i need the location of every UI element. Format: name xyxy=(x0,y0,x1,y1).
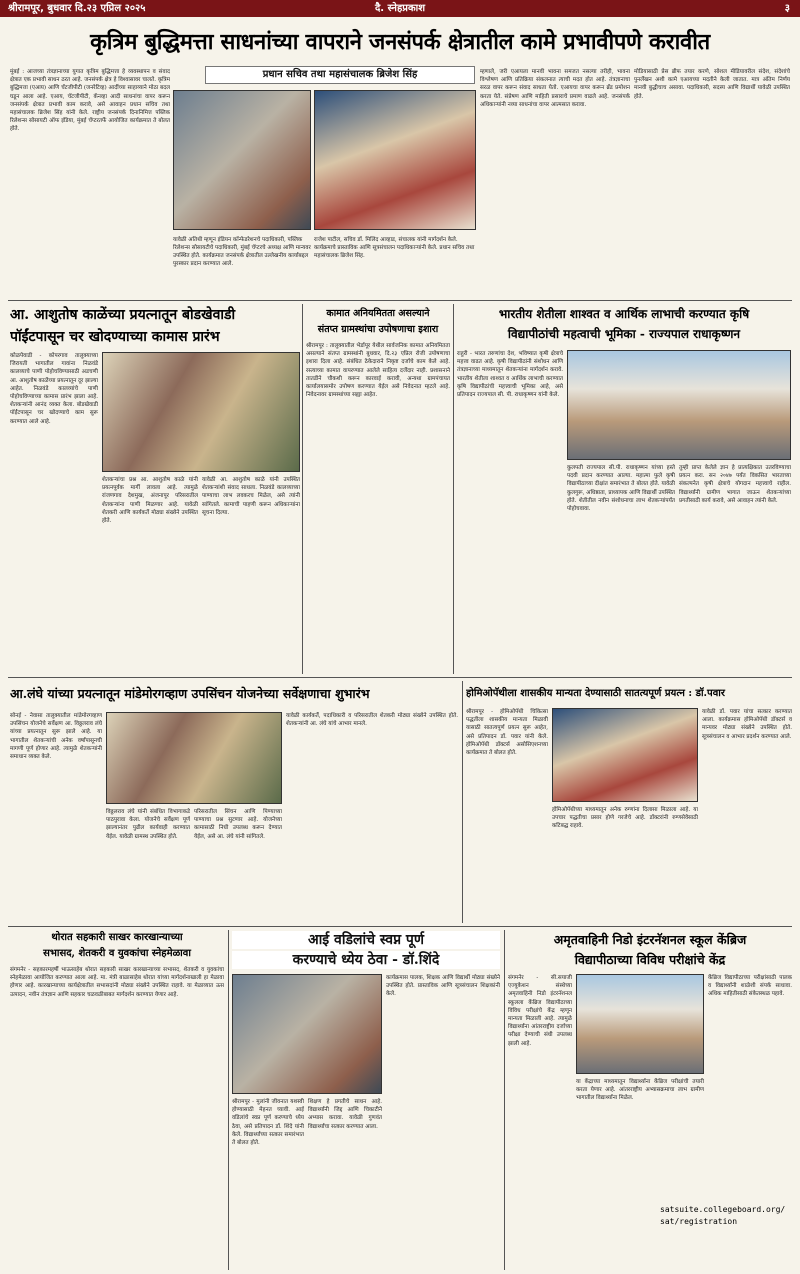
divider xyxy=(8,677,792,678)
divider xyxy=(453,304,454,674)
masthead-date: श्रीरामपूर, बुधवार दि.२३ एप्रिल २०२५ xyxy=(8,3,146,14)
nido-column-2: या केंद्राच्या माध्यमातून विद्यार्थ्यांना केंब्रिज परीक्षांची तयारी करता येणार आहे. आंतरराष्ट्रीय अभ्यासक्रमाचा लाभ ग्रामीण भागातील विद्यार्थ्यांना मिळेल. xyxy=(576,1079,704,1102)
ai-photo-1 xyxy=(173,90,311,230)
krishi-photo xyxy=(567,350,791,460)
homeo-photo xyxy=(552,708,698,802)
divider xyxy=(504,930,505,1270)
kale-column-1: कोळपेवाडी - कोपरगाव तालुक्याच्या जिरायती भागातील गावांना निळवंडे कालव्याचे पाणी पोहोचविण्यासाठी अडचणी आ. आशुतोष काळेंच्या प्रयत्नातून दूर झाल्या आहेत. निळवंडे कालव्यांचे पाणी पोहोचविण्याच्या कामास प्रारंभ झाला आहे. शेतकऱ्यांनी आनंद व्यक्त केला. बोडखेवाडी पॉईंटपासून चर खोदण्याचे काम सुरू करण्यात आले आहे. xyxy=(10,353,98,425)
masthead-title: दै. स्नेहप्रकाश xyxy=(374,3,426,14)
krishi-column-2: कुलपती राज्यपाल सी.पी. राधाकृष्णन यांच्या हस्ते पदवी प्रदान करण्यात आल्या. महात्मा फुले कृषी विद्यापीठाच्या दीक्षांत समारंभात ते बोलत होते. यावेळी कुलगुरू, अधिष्ठाता, प्राध्यापक आणि विद्यार्थी उपस्थित होते. शेतीतील नवीन संशोधनाचा लाभ शेतकऱ्यांपर्यंत पोहोचवावा. xyxy=(567,465,675,513)
kamat-headline-line-1: कामात अनियमितता असल्याने xyxy=(326,308,430,319)
mandve-headline: आ.लंघे यांच्या प्रयत्नातून मांडेमोरगव्हाण उपसिंचन योजनेच्या सर्वेक्षणाचा शुभारंभ xyxy=(10,686,370,701)
divider xyxy=(8,926,792,927)
divider xyxy=(462,681,463,923)
kamat-headline-line-2: संतप्त ग्रामस्थांचा उपोषणाचा इशारा xyxy=(317,324,439,335)
masthead-bar xyxy=(0,0,800,17)
mandve-column-2: विठ्ठलराव लंघे यांनी संबंधित विभागाकडे पाठपुरावा केला. योजनेचे सर्वेक्षण पूर्ण झाल्यानंतर पुढील कार्यवाही करण्यात येईल. यावेळी ग्रामस्थ उपस्थित होते. xyxy=(106,809,190,840)
mandve-column-3: परिसरातील सिंचन आणि पिण्याच्या पाण्याचा प्रश्न सुटणार आहे. योजनेच्या कामासाठी निधी उपलब्ध करून देण्यात येईल, असे आ. लंघे यांनी सांगितले. xyxy=(194,809,282,840)
krishi-headline-line-1: भारतीय शेतीला शाश्वत व आर्थिक लाभाची करण्यात कृषि xyxy=(498,307,750,321)
thorat-column: संगमनेर - सहकारमहर्षी भाऊसाहेब थोरात सहकारी साखर कारखान्याच्या सभासद, शेतकरी व युवकांचा स्नेहमेळावा आयोजित करण्यात आला आहे. मा. मंत्री बाळासाहेब थोरात यांच्या मार्गदर्शनाखाली हा मेळावा होणार आहे. कारखान्याच्या कार्यक्षेत्रातील सभासदांनी मोठ्या संख्येने उपस्थित राहावे. या मेळाव्यात ऊस उत्पादन, नवीन तंत्रज्ञान आणि सहकार चळवळीबाबत मार्गदर्शन करण्यात येणार आहे. xyxy=(10,967,224,998)
thorat-headline-line-2: सभासद, शेतकरी व युवकांचा स्नेहमेळावा xyxy=(43,948,191,959)
kale-headline-line-1: आ. आशुतोष काळेंच्या प्रयत्नातून बोडखेवाडी xyxy=(10,307,236,323)
nido-headline-line-1: अमृतवाहिनी निडो इंटरनॅशनल स्कूल केंब्रिज xyxy=(553,932,747,947)
nido-headline-line-2: विद्यापीठाच्या विविध परीक्षांचे केंद्र xyxy=(574,952,726,967)
ai-caption-2: राजेश पाटील, सचिव डॉ. मिलिंद आव्हाड, संचालक यांनी मार्गदर्शन केले. कार्यक्रमाचे प्रास्ताविक आणि सूत्रसंचालन पदाधिकाऱ्यांनी केले. प्रधान सचिव तथा महासंचालक ब्रिजेश सिंह. xyxy=(314,237,475,259)
ai-photo-2 xyxy=(314,90,476,230)
kale-headline-line-2: पॉईंटपासून चर खोदण्याच्या कामास प्रारंभ xyxy=(10,329,220,345)
thorat-headline-line-1: थोरात सहकारी साखर कारखान्याच्या xyxy=(51,932,183,943)
divider xyxy=(8,300,792,301)
divider xyxy=(302,304,303,674)
divider xyxy=(228,930,229,1270)
ai-column-3: मोडियासाठी प्रेस ब्रीफ तयार करणे, सोशल मीडियावरील संदेश, संदेशांचे पुनर्लेखन अशी कामे एआयच्या मदतीने केली जातात. मात्र अंतिम निर्णय मानवी बुद्धीचाच असावा. पदाधिकारी, सदस्य आणि विद्यार्थी यावेळी उपस्थित होते. xyxy=(634,69,790,100)
nido-url-line-1: satsuite.collegeboard.org/ xyxy=(660,1205,786,1214)
kale-column-3: यावेळी आ. आशुतोष काळे यांनी उपस्थित शेतकऱ्यांशी संवाद साधला. निळवंडे कालव्याच्या पाण्याचा लाभ लवकरच मिळेल, असे त्यांनी सांगितले. कामाची पाहणी करून अधिकाऱ्यांना सूचना दिल्या. xyxy=(202,477,300,516)
mandve-photo xyxy=(106,712,282,804)
homeo-headline: होमिओपॅथीला शासकीय मान्यता देण्यासाठी सातत्यपूर्ण प्रयत्न : डॉ.पवार xyxy=(466,688,725,699)
homeo-column-3: यावेळी डॉ. पवार यांचा सत्कार करण्यात आला. कार्यक्रमास होमिओपॅथी डॉक्टर्स व मान्यवर मोठ्या संख्येने उपस्थित होते. सूत्रसंचालन व आभार प्रदर्शन करण्यात आले. xyxy=(702,709,792,740)
shinde-headline-line-1: आई वडिलांचे स्वप्न पूर्ण xyxy=(232,931,500,949)
page-number: ३ xyxy=(784,3,790,14)
shinde-photo xyxy=(232,974,382,1094)
kale-photo xyxy=(102,352,300,472)
ai-column-1: मुंबई : आजच्या तंत्रज्ञानाच्या युगात कृत्रिम बुद्धिमत्ता हे व्यवस्थापन व संवाद क्षेत्रात एक प्रभावी साधन ठरत आहे. जनसंपर्क क्षेत्र हे विश्वासावर चालते. कृत्रिम बुद्धिमत्ता (एआय) आणि चॅटजीपीटी (जनरेटिव्ह) आदींच्या साहाय्याने मोठा बदल घडून आला आहे. एआय, चॅटजीपीटी, कॅनव्हा आदी साधनांचा वापर करून जनसंपर्क क्षेत्रात प्रभावी काम करावे, असे आवाहन प्रधान सचिव तथा महासंचालक ब्रिजेश सिंह यांनी केले. राष्ट्रीय जनसंपर्क दिनानिमित्त पब्लिक रिलेशन्स सोसायटी ऑफ इंडिया, मुंबई चॅप्टरतर्फे आयोजित कार्यक्रमात ते बोलत होते. xyxy=(10,69,170,133)
nido-photo xyxy=(576,974,704,1074)
ai-column-2: म्हणाले, जरी एआयला मानवी भावना समजत नसल्या तरीही, भावना विश्लेषण आणि प्रतिक्रिया संकलनात त्याची मदत होत आहे. तंत्रज्ञानाचा सरळ वापर करून संवाद साधता येतो. एआयचा वापर करून ब्रॅंड प्रमोशन करता येते. संप्रेषण आणि माहिती प्रसाराचे प्रमाण वाढले आहे. जनसंपर्क अधिकाऱ्यांनी नव्या साधनांचा वापर आत्मसात करावा. xyxy=(480,69,630,108)
ai-headline: कृत्रिम बुद्धिमत्ता साधनांच्या वापराने जनसंपर्क क्षेत्रातील कामे प्रभावीपणे करावीत xyxy=(90,29,710,55)
ai-caption-1: यावेळी अतिथी म्हणून इंडियन कॉन्फेडरेशनचे पदाधिकारी, पब्लिक रिलेशन्स सोसायटीचे पदाधिकारी, मुंबई चॅप्टरचे अध्यक्ष आणि मान्यवर उपस्थित होते. कार्यक्रमात जनसंपर्क क्षेत्रातील उल्लेखनीय कार्याबद्दल पुरस्कार प्रदान करण्यात आले. xyxy=(173,237,311,267)
shinde-column-2: शिक्षण हे प्रगतीचे साधन आहे. विद्यार्थ्यांनी जिद्द आणि चिकाटीने अभ्यास करावा. यावेळी गुणवंत विद्यार्थ्यांचा सत्कार करण्यात आला. xyxy=(308,1099,382,1130)
krishi-column-1: राहुरी - भारत तरुणांचा देश, भविष्यात कृषी क्षेत्राचे महत्त्व वाढत आहे. कृषी विद्यापीठांनी संशोधन आणि तंत्रज्ञानाच्या माध्यमातून शेतकऱ्यांना मार्गदर्शन करावे. भारतीय शेतीला शाश्वत व आर्थिक लाभाची करण्यात कृषि विद्यापीठांची महत्त्वाची भूमिका आहे, असे प्रतिपादन राज्यपाल सी. पी. राधाकृष्णन यांनी केले. xyxy=(457,351,563,399)
mandve-column-1: सोनई - नेवासा तालुक्यातील मांडेमोरगव्हाण उपसिंचन योजनेचे सर्वेक्षण आ. विठ्ठलराव लंघे यांच्या प्रयत्नातून सुरू झाले आहे. या भागातील शेतकऱ्यांची अनेक वर्षांपासूनची मागणी पूर्ण होणार आहे. त्यामुळे शेतकऱ्यांनी समाधान व्यक्त केले. xyxy=(10,713,102,761)
mandve-column-4: यावेळी कार्यकर्ते, पदाधिकारी व परिसरातील शेतकरी मोठ्या संख्येने उपस्थित होते. शेतकऱ्यांनी आ. लंघे यांचे आभार मानले. xyxy=(286,713,458,728)
nido-url-line-2: sat/registration xyxy=(660,1217,738,1226)
homeo-column-2: होमिओपॅथीच्या माध्यमातून अनेक रुग्णांना दिलासा मिळाला आहे. या उपचार पद्धतीचा प्रसार होणे गरजेचे आहे. डॉक्टरांनी रुग्णसेवेसाठी कटिबद्ध राहावे. xyxy=(552,807,698,830)
nido-column-3: केंब्रिज विद्यापीठाच्या परीक्षांसाठी पालक व विद्यार्थ्यांनी शाळेशी संपर्क साधावा. अधिक माहितीसाठी संकेतस्थळ पहावे. xyxy=(708,975,792,998)
homeo-column-1: श्रीरामपूर - होमिओपॅथी चिकित्सा पद्धतीला शासकीय मान्यता मिळावी यासाठी सातत्यपूर्ण प्रयत्न सुरू आहेत, असे प्रतिपादन डॉ. पवार यांनी केले. होमिओपॅथी डॉक्टर्स असोसिएशनच्या कार्यक्रमात ते बोलत होते. xyxy=(466,709,548,757)
shinde-headline-line-2: करण्याचे ध्येय ठेवा - डॉ.शिंदे xyxy=(232,951,500,969)
krishi-headline-line-2: विद्यापीठांची महत्वाची भूमिका - राज्यपाल राधाकृष्णन xyxy=(507,327,741,341)
kale-column-2: शेतकऱ्यांचा प्रश्न आ. आशुतोष काळे यांनी प्रयत्नपूर्वक मार्गी लावला आहे. त्यामुळे रांजणगाव देशमुख, अंजनापूर परिसरातील शेतकऱ्यांना पाणी मिळणार आहे. यावेळी शेतकरी आणि कार्यकर्ते मोठ्या संख्येने उपस्थित होते. xyxy=(102,477,198,525)
krishi-column-3: तुम्ही प्राप्त केलेले ज्ञान हे प्रात्यक्षिकात उतरविण्याचा प्रयत्न करा. सन २०४७ पर्यंत विकसित भारताच्या संकल्पनेत कृषी क्षेत्राचे योगदान महत्त्वाचे राहील. विद्यार्थ्यांनी ग्रामीण भागात जाऊन शेतकऱ्यांच्या प्रगतीसाठी कार्य करावे, असे आवाहन त्यांनी केले. xyxy=(679,465,791,504)
kamat-column: श्रीरामपूर : तालुक्यातील भेर्डापूर येथील सार्वजनिक कामात अनियमितता असल्याने संतप्त ग्रामस्थांनी बुधवार, दि.२३ एप्रिल रोजी उपोषणाचा इशारा दिला आहे. संबंधित ठेकेदाराने निकृष्ट दर्जाचे काम केले आहे. रस्त्याच्या कामात वापरण्यात आलेले साहित्य दर्जेदार नाही. प्रशासनाने तातडीने चौकशी करून कारवाई करावी, अन्यथा ग्रामपंचायत कार्यालयासमोर उपोषण करण्यात येईल असे निवेदनात म्हटले आहे. निवेदनावर ग्रामस्थांच्या सह्या आहेत. xyxy=(306,343,450,399)
shinde-column-3: कार्यक्रमास पालक, शिक्षक आणि विद्यार्थी मोठ्या संख्येने उपस्थित होते. प्रास्ताविक आणि सूत्रसंचालन शिक्षकांनी केले. xyxy=(386,975,500,998)
nido-column-1: संगमनेर - सी.सयाजी एज्युकेशन संस्थेच्या अमृतवाहिनी निडो इंटरनॅशनल स्कूलला केंब्रिज विद्यापीठाच्या विविध परीक्षांचे केंद्र म्हणून मान्यता मिळाली आहे. त्यामुळे विद्यार्थ्यांना आंतरराष्ट्रीय दर्जाच्या परीक्षा देण्याची संधी उपलब्ध झाली आहे. xyxy=(508,975,572,1047)
ai-subhead: प्रधान सचिव तथा महासंचालक ब्रिजेश सिंह xyxy=(205,66,475,84)
shinde-column-1: श्रीरामपूर - मुलांनी जीवनात यशस्वी होण्यासाठी मेहनत घ्यावी. आई वडिलांचे स्वप्न पूर्ण करण्याचे ध्येय ठेवा, असे प्रतिपादन डॉ. शिंदे यांनी केले. विद्यार्थ्यांच्या सत्कार समारंभात ते बोलत होते. xyxy=(232,1099,304,1147)
